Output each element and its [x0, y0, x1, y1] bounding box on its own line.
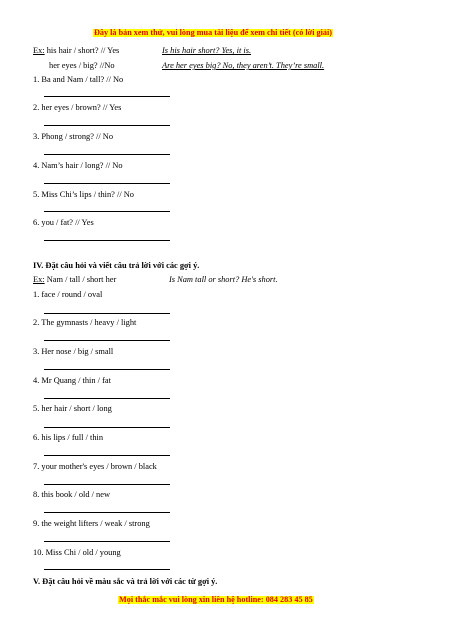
exercise-item: 3. Phong / strong? // No: [33, 132, 114, 141]
answer-line[interactable]: [44, 455, 170, 456]
exercise-item: 2. The gymnasts / heavy / light: [33, 318, 137, 327]
exercise-item: 1. Ba and Nam / tall? // No: [33, 75, 124, 84]
section-iv-heading: IV. Đặt câu hỏi và viết câu trả lời với các gợi ý.: [33, 261, 200, 270]
answer-line[interactable]: [44, 183, 170, 184]
answer-line[interactable]: [44, 211, 170, 212]
answer-line[interactable]: [44, 427, 170, 428]
exercise-item: 9. the weight lifters / weak / strong: [33, 519, 150, 528]
exercise-item: 1. face / round / oval: [33, 290, 103, 299]
answer-line[interactable]: [44, 398, 170, 399]
answer-line[interactable]: [44, 512, 170, 513]
example-label: Ex:: [33, 275, 45, 284]
example-1-prompt: Ex: his hair / short? // Yes: [33, 46, 120, 55]
exercise-item: 6. you / fat? // Yes: [33, 218, 94, 227]
exercise-item: 5. her hair / short / long: [33, 404, 112, 413]
answer-line[interactable]: [44, 125, 170, 126]
answer-line[interactable]: [44, 569, 170, 570]
example-2-prompt: her eyes / big? //No: [49, 61, 115, 70]
answer-line[interactable]: [44, 96, 170, 97]
answer-line[interactable]: [44, 484, 170, 485]
section-v-heading: V. Đặt câu hỏi về màu sắc và trả lời với các từ gợi ý.: [33, 577, 218, 586]
exercise-item: 4. Nam’s hair / long? // No: [33, 161, 123, 170]
answer-line[interactable]: [44, 154, 170, 155]
answer-line[interactable]: [44, 240, 170, 241]
exercise-item: 5. Miss Chi’s lips / thin? // No: [33, 190, 134, 199]
exercise-item: 3. Her nose / big / small: [33, 347, 114, 356]
example-2-answer: Are her eyes big? No, they aren’t. They’re small.: [162, 61, 325, 70]
exercise-item: 2. her eyes / brown? // Yes: [33, 103, 122, 112]
answer-line[interactable]: [44, 369, 170, 370]
exercise-item: 6. his lips / full / thin: [33, 433, 104, 442]
section-iv-example-prompt: Ex: Nam / tall / short her: [33, 275, 117, 284]
answer-line[interactable]: [44, 340, 170, 341]
exercise-item: 8. this book / old / new: [33, 490, 111, 499]
exercise-item: 7. your mother's eyes / brown / black: [33, 462, 157, 471]
example-label: Ex:: [33, 46, 45, 55]
footer-banner: Mọi thắc mắc vui lòng xin liên hệ hotline: 084 283 45 85: [119, 595, 313, 604]
answer-line[interactable]: [44, 541, 170, 542]
exercise-item: 4. Mr Quang / thin / fat: [33, 376, 111, 385]
header-banner: Đây là bản xem thử, vui lòng mua tài liệu để xem chi tiết (có lời giải): [94, 28, 333, 37]
example-1-answer: Is his hair short? Yes, it is.: [162, 46, 252, 55]
exercise-item: 10. Miss Chi / old / young: [33, 548, 121, 557]
section-iv-example-answer: Is Nam tall or short? He's short.: [169, 275, 278, 284]
answer-line[interactable]: [44, 313, 170, 314]
